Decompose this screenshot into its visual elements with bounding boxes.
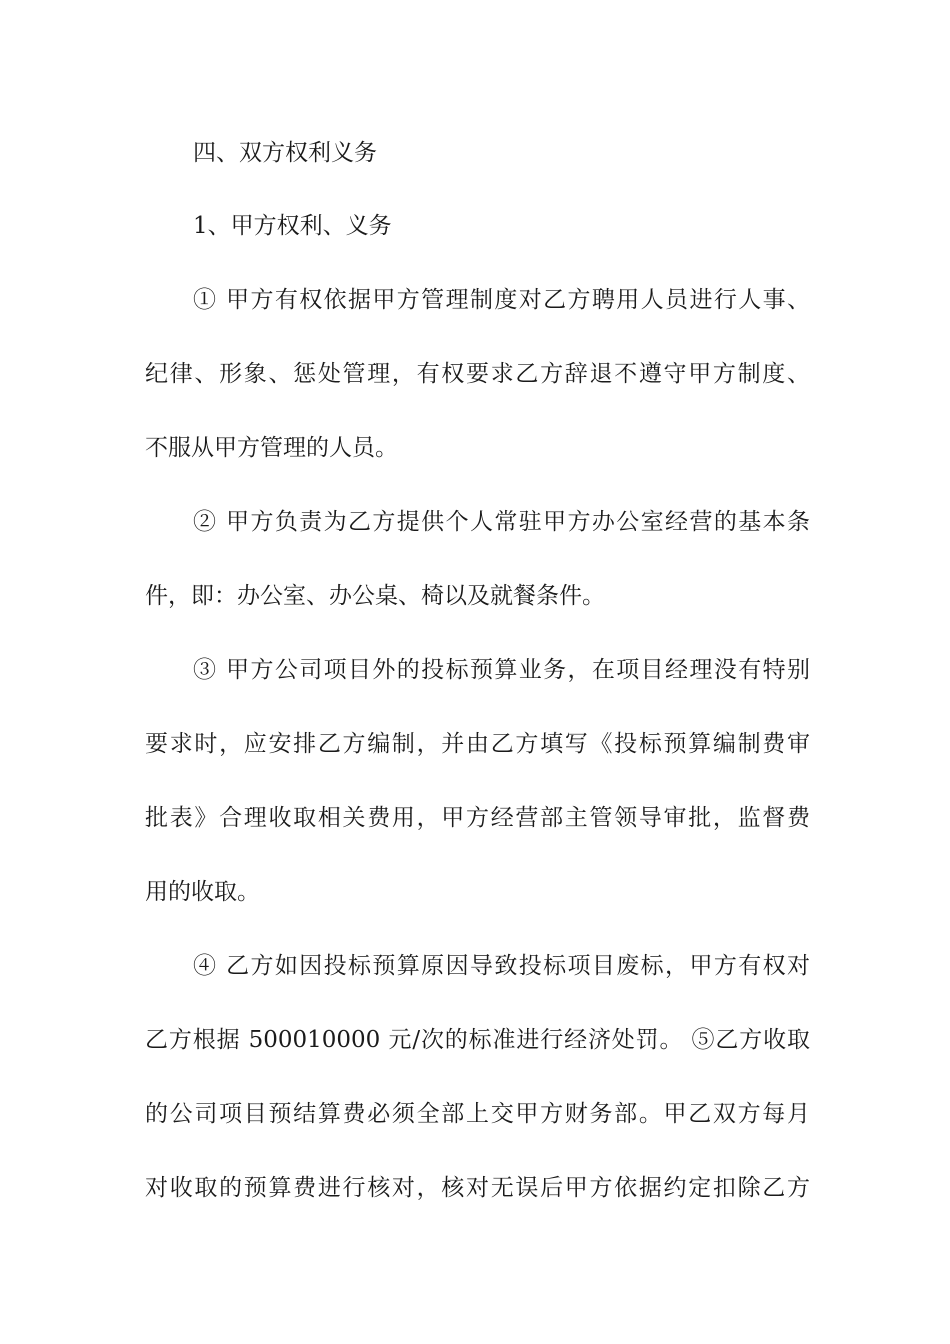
paragraph-line: 不服从甲方管理的人员。 xyxy=(145,435,398,461)
paragraph-line: ② 甲方负责为乙方提供个人常驻甲方办公室经营的基本条 xyxy=(193,509,810,535)
paragraph-line: 件，即：办公室、办公桌、椅以及就餐条件。 xyxy=(145,583,605,609)
paragraph-line: ④ 乙方如因投标预算原因导致投标项目废标，甲方有权对 xyxy=(193,953,810,979)
paragraph-line: 的公司项目预结算费必须全部上交甲方财务部。甲乙双方每月 xyxy=(145,1101,810,1127)
paragraph-line: 批表》合理收取相关费用，甲方经营部主管领导审批，监督费 xyxy=(145,805,810,831)
subsection-heading: 1、甲方权利、义务 xyxy=(193,213,392,239)
paragraph-line: 乙方根据 500010000 元/次的标准进行经济处罚。 ⑤乙方收取 xyxy=(145,1027,810,1053)
paragraph-line: 要求时，应安排乙方编制，并由乙方填写《投标预算编制费审 xyxy=(145,731,810,757)
paragraph-line: 用的收取。 xyxy=(145,879,260,905)
section-heading: 四、双方权利义务 xyxy=(193,140,377,166)
paragraph-line: ① 甲方有权依据甲方管理制度对乙方聘用人员进行人事、 xyxy=(193,287,810,313)
paragraph-line: ③ 甲方公司项目外的投标预算业务，在项目经理没有特别 xyxy=(193,657,810,683)
paragraph-line: 纪律、形象、惩处管理，有权要求乙方辞退不遵守甲方制度、 xyxy=(145,361,810,387)
paragraph-line: 对收取的预算费进行核对，核对无误后甲方依据约定扣除乙方 xyxy=(145,1175,810,1201)
